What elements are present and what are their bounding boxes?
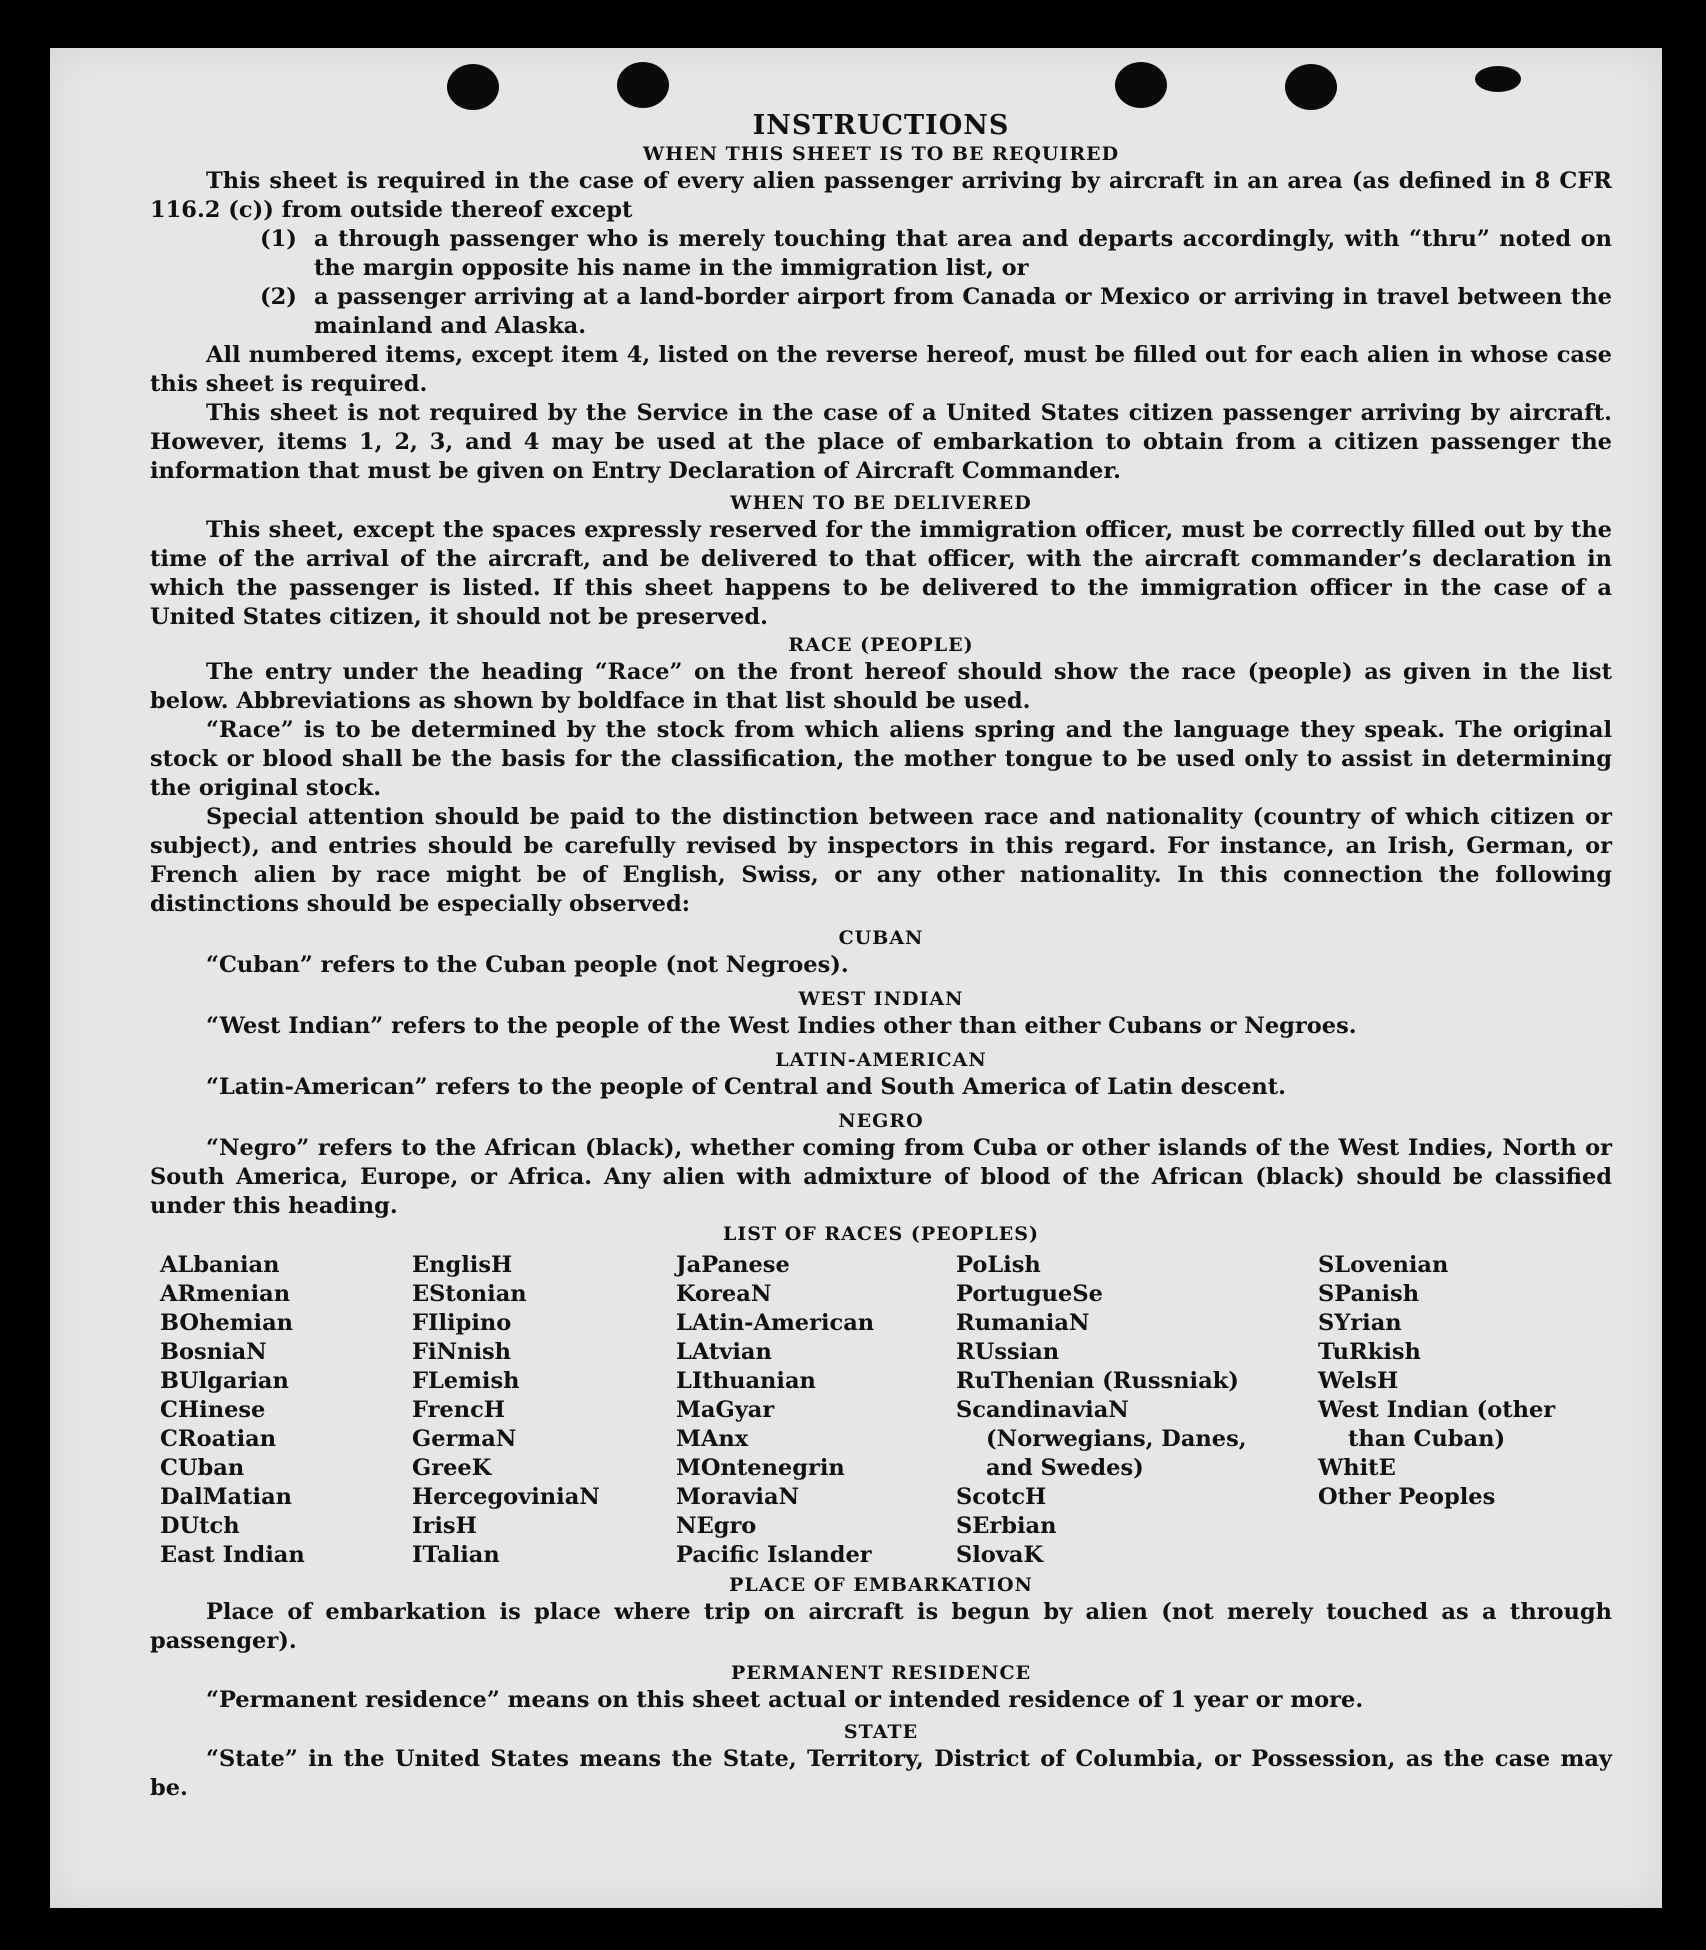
race-item: ITalian [412, 1542, 500, 1568]
paragraph: “Race” is to be determined by the stock from which aliens spring and the language they speak. The original stock or blood shall be the basis for the classification, the mother tongue to be used only to assist in determining the original stock. [150, 717, 1612, 801]
race-item: GreeK [412, 1455, 492, 1481]
instructions-content [150, 110, 1612, 1803]
race-item: ALbanian [160, 1252, 280, 1278]
race-item: SPanish [1318, 1281, 1420, 1307]
item-text: a passenger arriving at a land-border airport from Canada or Mexico or arriving in travel between the mainland and Alaska. [314, 284, 1612, 339]
race-item: CHinese [160, 1397, 266, 1423]
race-item: SlovaK [956, 1542, 1044, 1568]
race-item: BOhemian [160, 1310, 294, 1336]
punch-hole [1285, 64, 1337, 110]
race-item: BUlgarian [160, 1368, 289, 1394]
race-item: CRoatian [160, 1426, 277, 1452]
paragraph: Special attention should be paid to the distinction between race and nationality (country of which citizen or subject), and entries should be carefully revised by inspectors in this regard. For instance, an Irish, German, or French alien by race might be of English, Swiss, or any other nationality. In this connection the following distinctions should be especially observed: [150, 804, 1612, 917]
section-heading: WEST INDIAN [798, 988, 964, 1010]
document-page [50, 48, 1662, 1908]
race-item: CUban [160, 1455, 245, 1481]
race-item: RUssian [956, 1339, 1060, 1365]
race-item: GermaN [412, 1426, 517, 1452]
race-item: DalMatian [160, 1484, 293, 1510]
race-item: IrisH [412, 1513, 477, 1539]
race-item: LIthuanian [676, 1368, 816, 1394]
paragraph: “Permanent residence” means on this sheet actual or intended residence of 1 year or more. [206, 1687, 1364, 1713]
race-item: DUtch [160, 1513, 240, 1539]
race-column [412, 1251, 676, 1570]
race-item: JaPanese [676, 1252, 790, 1278]
race-item: RuThenian (Russniak) [956, 1368, 1239, 1394]
section-heading: PLACE OF EMBARKATION [729, 1574, 1033, 1596]
section-heading: PERMANENT RESIDENCE [730, 1662, 1032, 1684]
race-list [160, 1251, 1612, 1570]
race-item: WhitE [1318, 1455, 1396, 1481]
exception-item [150, 283, 1612, 341]
race-item: PortugueSe [956, 1281, 1103, 1307]
paragraph: This sheet, except the spaces expressly reserved for the immigration officer, must be correctly filled out by the time of the arrival of the aircraft, and be delivered to that officer, with the aircraft commander’s declaration in which the passenger is listed. If this sheet happens to be delivered to the immigration officer in the case of a United States citizen, it should not be preserved. [150, 517, 1612, 630]
page-title: INSTRUCTIONS [752, 110, 1010, 141]
paragraph: This sheet is required in the case of every alien passenger arriving by aircraft in an area (as defined in 8 CFR 116.2 (c)) from outside thereof except [150, 168, 1612, 223]
paragraph: “Cuban” refers to the Cuban people (not Negroes). [206, 952, 849, 978]
race-item: MoraviaN [676, 1484, 800, 1510]
punch-hole [1115, 62, 1167, 108]
section-heading: LIST OF RACES (PEOPLES) [723, 1223, 1039, 1245]
section-heading: WHEN THIS SHEET IS TO BE REQUIRED [642, 143, 1120, 165]
paragraph: The entry under the heading “Race” on the front hereof should show the race (people) as given in the list below. Abbreviations as shown by boldface in that list should be used. [150, 659, 1612, 714]
race-item: SYrian [1318, 1310, 1402, 1336]
section-heading: STATE [843, 1721, 919, 1743]
race-item: FLemish [412, 1368, 520, 1394]
race-item: EnglisH [412, 1252, 513, 1278]
item-number: (1) [260, 226, 297, 252]
exception-item [150, 225, 1612, 283]
paragraph: “Latin-American” refers to the people of Central and South America of Latin descent. [206, 1074, 1286, 1100]
race-item: FiNnish [412, 1339, 512, 1365]
race-column [676, 1251, 956, 1570]
race-column [160, 1251, 412, 1570]
race-item: NEgro [676, 1513, 757, 1539]
race-item: SLovenian [1318, 1252, 1449, 1278]
punch-hole [447, 64, 499, 110]
race-item: ScotcH [956, 1484, 1047, 1510]
section-heading: LATIN-AMERICAN [775, 1049, 987, 1071]
race-item: FIlipino [412, 1310, 512, 1336]
race-item: ScandinaviaN (Norwegians, Danes, and Swedes) [956, 1397, 1247, 1481]
race-item: LAtvian [676, 1339, 772, 1365]
race-item: Pacific Islander [676, 1542, 872, 1568]
paragraph: All numbered items, except item 4, listed on the reverse hereof, must be filled out for each alien in whose case this sheet is required. [150, 342, 1612, 397]
paragraph: “Negro” refers to the African (black), whether coming from Cuba or other islands of the West Indies, North or South America, Europe, or Africa. Any alien with admixture of blood of the African (black) should be classified under this heading. [150, 1135, 1612, 1219]
race-item: FrencH [412, 1397, 506, 1423]
race-item: BosniaN [160, 1339, 267, 1365]
section-heading: RACE (PEOPLE) [788, 634, 974, 656]
section-heading: NEGRO [838, 1110, 924, 1132]
race-item: West Indian (other than Cuban) [1318, 1397, 1556, 1452]
race-item: EStonian [412, 1281, 527, 1307]
race-item: HercegoviniaN [412, 1484, 600, 1510]
paragraph: Place of embarkation is place where trip on aircraft is begun by alien (not merely touched as a through passenger). [150, 1599, 1612, 1654]
race-item: KoreaN [676, 1281, 772, 1307]
race-item: SErbian [956, 1513, 1057, 1539]
race-item: MAnx [676, 1426, 749, 1452]
punch-hole [617, 62, 669, 108]
race-item: LAtin-American [676, 1310, 875, 1336]
race-item: ARmenian [160, 1281, 291, 1307]
race-item: PoLish [956, 1252, 1041, 1278]
item-text: a through passenger who is merely touching that area and departs accordingly, with “thru” noted on the margin opposite his name in the immigration list, or [314, 226, 1612, 281]
item-number: (2) [260, 284, 297, 310]
race-item: Other Peoples [1318, 1484, 1496, 1510]
section-heading: CUBAN [838, 927, 924, 949]
paragraph: This sheet is not required by the Service in the case of a United States citizen passenger arriving by aircraft. However, items 1, 2, 3, and 4 may be used at the place of embarkation to obtain from a citizen passenger the information that must be given on Entry Declaration of Aircraft Commander. [150, 400, 1612, 484]
race-item: East Indian [160, 1542, 305, 1568]
race-item: RumaniaN [956, 1310, 1090, 1336]
paragraph: “State” in the United States means the State, Territory, District of Columbia, or Possession, as the case may be. [150, 1746, 1612, 1801]
race-item: TuRkish [1318, 1339, 1421, 1365]
race-column [956, 1251, 1318, 1570]
race-item: MaGyar [676, 1397, 775, 1423]
paragraph: “West Indian” refers to the people of the West Indies other than either Cubans or Negroes. [206, 1013, 1357, 1039]
section-heading: WHEN TO BE DELIVERED [730, 492, 1032, 514]
race-item: WelsH [1318, 1368, 1399, 1394]
race-column [1318, 1251, 1578, 1570]
punch-hole [1475, 66, 1521, 92]
race-item: MOntenegrin [676, 1455, 845, 1481]
